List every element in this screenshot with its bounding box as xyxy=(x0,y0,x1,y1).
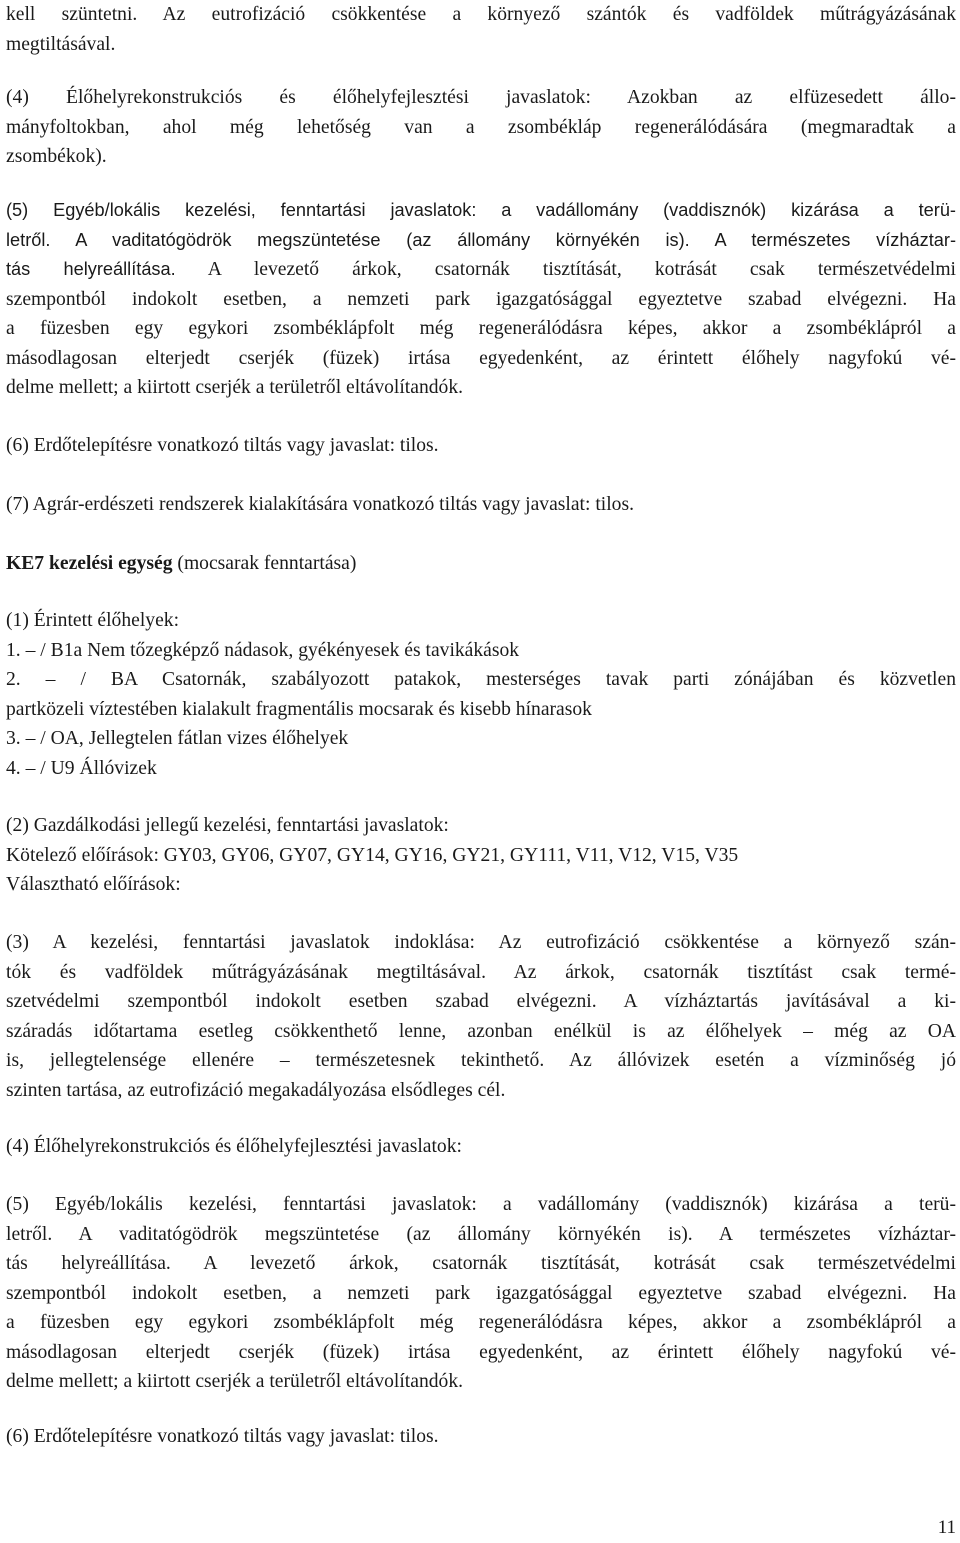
text-line xyxy=(6,255,956,285)
heading-rest-segment: (mocsarak fenntartása) xyxy=(172,553,357,574)
text-line: mányfoltokban, ahol még lehetőség van a zsombékláp regenerálódására (megmaradtak a xyxy=(6,116,956,138)
text-line: delme mellett; a kiirtott cserjék a területről eltávolítandók. xyxy=(6,377,464,398)
text-line xyxy=(6,549,956,579)
list-item: 2. – / BA Csatornák, szabályozott patakok, mesterséges tavak parti zónájában és közvetlen xyxy=(6,669,956,690)
ke7-heading xyxy=(6,549,956,579)
text-line: (2) Gazdálkodási jellegű kezelési, fenntartási javaslatok: xyxy=(6,815,449,836)
list-title: (1) Érintett élőhelyek: xyxy=(6,610,180,631)
ke7-section-4-paragraph xyxy=(6,1132,956,1162)
text-line: zsombékok). xyxy=(6,146,107,167)
ke6-section-4-paragraph xyxy=(6,83,956,172)
text-line: másodlagosan elterjedt cserjék (füzek) irtása egyedenként, az érintett élőhely nagyfokú vé- xyxy=(6,347,956,369)
text-line: tás helyreállítása. A levezető árkok, csatornák tisztítását, kotrását csak természetvédelmi xyxy=(6,1253,956,1274)
continuation-paragraph xyxy=(6,0,956,59)
ke7-section-3-paragraph xyxy=(6,928,956,1105)
text-line: száradás időtartama esetleg csökkenthető lenne, azonban enélkül is az élőhelyek – még az OA xyxy=(6,1020,956,1042)
text-line: a füzesben egy egykori zsombéklápfolt még regenerálódásra képes, akkor a zsombéklápról a xyxy=(6,1312,956,1333)
text-line: Választható előírások: xyxy=(6,874,181,895)
ke7-habitats-list xyxy=(6,606,956,783)
page-number: 11 xyxy=(937,1517,956,1538)
ke6-section-6-paragraph xyxy=(6,431,956,461)
text-line: (4) Élőhelyrekonstrukciós és élőhelyfejlesztési javaslatok: xyxy=(6,1136,462,1157)
ke7-section-2-paragraph xyxy=(6,811,956,900)
list-item: 3. – / OA, Jellegtelen fátlan vizes élőhelyek xyxy=(6,728,349,749)
text-line: szempontból indokolt esetben, a nemzeti park igazgatósággal egyeztetve szabad elvégezni. Ha xyxy=(6,1282,956,1304)
list-item: partközeli víztestében kialakult fragmentális mocsarak és kisebb hínarasok xyxy=(6,698,592,720)
ke6-section-5-paragraph xyxy=(6,196,956,403)
ke7-section-5-paragraph xyxy=(6,1190,956,1397)
text-line: (4) Élőhelyrekonstrukciós és élőhelyfejlesztési javaslatok: Azokban az elfüzesedett állo- xyxy=(6,87,956,108)
text-line: a füzesben egy egykori zsombéklápfolt még regenerálódásra képes, akkor a zsombéklápról a xyxy=(6,318,956,339)
text-line: (6) Erdőtelepítésre vonatkozó tiltás vagy javaslat: tilos. xyxy=(6,435,439,456)
text-line: (5) Egyéb/lokális kezelési, fenntartási javaslatok: a vadállomány (vaddisznók) kizárása a terü- xyxy=(6,1194,956,1215)
list-item: 4. – / U9 Állóvizek xyxy=(6,757,157,779)
text-line: kell szüntetni. Az eutrofizáció csökkentése a környező szántók és vadföldek műtrágyázásának xyxy=(6,4,956,25)
text-line: letről. A vaditatógödrök megszüntetése (az állomány környékén is). A természetes vízháztar- xyxy=(6,1223,956,1245)
text-line: szempontból indokolt esetben, a nemzeti park igazgatósággal egyeztetve szabad elvégezni. Ha xyxy=(6,288,956,310)
text-line: Kötelező előírások: GY03, GY06, GY07, GY14, GY16, GY21, GY111, V11, V12, V15, V35 xyxy=(6,844,739,866)
text-line: delme mellett; a kiirtott cserjék a területről eltávolítandók. xyxy=(6,1371,464,1392)
heading-bold-segment: KE7 kezelési egység xyxy=(6,553,173,574)
text-line: tók és vadföldek műtrágyázásának megtiltásával. Az árkok, csatornák tisztítást csak termé- xyxy=(6,961,956,983)
ke6-section-7-paragraph xyxy=(6,490,956,520)
text-line: másodlagosan elterjedt cserjék (füzek) irtása egyedenként, az érintett élőhely nagyfokú vé- xyxy=(6,1341,956,1363)
text-line: (7) Agrár-erdészeti rendszerek kialakítására vonatkozó tiltás vagy javaslat: tilos. xyxy=(6,494,634,515)
text-line: szetvédelmi szempontból indokolt esetben szabad elvégezni. A vízháztartás javításával a ki- xyxy=(6,991,956,1012)
list-item: 1. – / B1a Nem tőzegképző nádasok, gyékényesek és tavikákások xyxy=(6,639,520,661)
text-line: szinten tartása, az eutrofizáció megakadályozása elsődleges cél. xyxy=(6,1079,506,1101)
text-segment-sans: tás helyreállítása. xyxy=(6,259,176,279)
text-line: megtiltásával. xyxy=(6,33,116,55)
ke7-section-6-paragraph xyxy=(6,1422,956,1452)
text-line: (3) A kezelési, fenntartási javaslatok indoklása: Az eutrofizáció csökkentése a környező szán- xyxy=(6,932,956,953)
text-line: (5) Egyéb/lokális kezelési, fenntartási javaslatok: a vadállomány (vaddisznók) kizárása a terü- xyxy=(6,200,956,220)
text-line: letről. A vaditatógödrök megszüntetése (az állomány környékén is). A természetes vízháztar- xyxy=(6,229,956,250)
text-segment: A levezető árkok, csatornák tisztítását, kotrását csak természetvédelmi xyxy=(175,259,956,280)
text-line: (6) Erdőtelepítésre vonatkozó tiltás vagy javaslat: tilos. xyxy=(6,1426,439,1447)
text-line: is, jellegtelensége ellenére – természetesnek tekinthető. Az állóvizek esetén a vízminőség jó xyxy=(6,1050,956,1071)
